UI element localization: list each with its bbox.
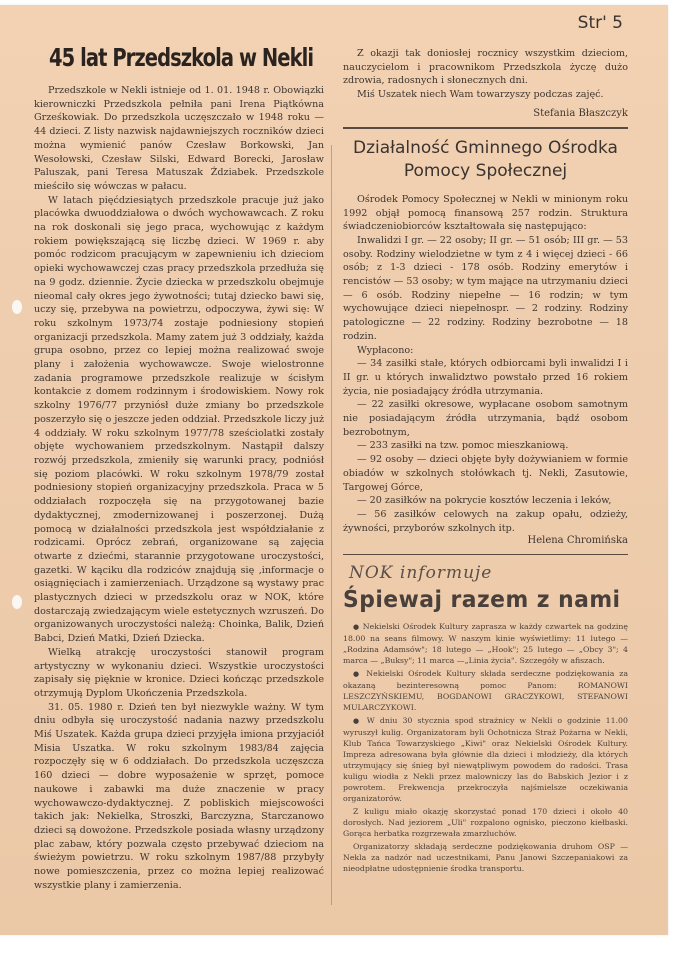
article-title [343, 137, 628, 183]
paragraph: Inwalidzi I gr. — 22 osoby; II gr. — 51 osób; III gr. — 53 osoby. Rodziny wielodzietne w tym z 4 i więcej dzieci - 66 osób; z 1-3 dzieci - 178 osób. Rodziny emerytów i rencistów — 53 osoby; w tym mające na utrzymaniu dzieci — 6 osób. Rodziny niepełne — 16 rodzin; w tym wychowujące dzieci niepełnospr. — 2 rodziny. Rodziny patologiczne — 22 rodziny. Rodziny bezrobotne — 18 rodzin. [343, 234, 628, 342]
paragraph: Ośrodek Pomocy Społecznej w Nekli w minionym roku 1992 objął pomocą finansową 257 rodzin. Struktura świadczeniobiorców kształtowała się następująco: [343, 193, 628, 233]
paragraph: ● W dniu 30 stycznia spod strażnicy w Nekli o godzinie 11.00 wyruszył kulig. Organizatoram byli Ochotnicza Straż Pożarna w Nekli, Klub Tańca Towarzyskiego „Kiwi" oraz Nekielski Ośrodek Kultury. Impreza adresowana była głównie dla dzieci i młodzieży, dla których utrzymujący się śnieg był niewątpliwym powodem do radości. Trasa kuligu wiodła z Nekli przez malowniczy las do Babskich Jezior i z powrotem. Frekwencja przekroczyła najśmielsze oczekiwania organizatorów. [343, 716, 628, 804]
punch-hole [12, 300, 22, 314]
newspaper-page [0, 5, 668, 935]
paragraph: ● Nekielski Ośrodek Kultury składa serdeczne podziękowania za okazaną bezinteresowną pomoc Panom: ROMANOWI LESZCZYŃSKIEMU, BOGDANOWI GRACZYKOWI, STEFANOWI MULARCZYKOWI. [343, 669, 628, 713]
paragraph: Wypłacono: [357, 344, 414, 356]
paragraph: 31. 05. 1980 r. Dzień ten był niezwykle ważny. W tym dniu odbyła się uroczystość nadania nazwy przedszkolu Miś Uszatek. Każda grupa dzieci przyjęła imiona przyjaciół Misia Uszatka. W roku szkolnym 1983/84 zajęcia rozpoczęły się w 6 oddziałach. Do przedszkola uczęszcza 160 dzieci — dobre wyposażenie w sprzęt, pomoce naukowe i zabawki ma duże znaczenie w pracy wychowawczo-dydaktycznej. Z pobliskich miejscowości takich jak: Nekielka, Stroszki, Barczyzna, Starczanowo dzieci są dowożone. Przedszkole posiada własny urządzony plac zabaw, który pozwala często przebywać dzieciom na świeżym powietrzu. W roku szkolnym 1987/88 przybyły nowe pomieszczenia, przez co można lepiej realizować wszystkie plany i zamierzenia. [34, 701, 324, 891]
paragraph: — 92 osoby — dzieci objęte były dożywianiem w formie obiadów w szkolnych stołówkach tj. Nekli, Zasutowie, Targowej Górce, [343, 454, 628, 493]
paragraph: Z kuligu miało okazję skorzystać ponad 170 dzieci i około 40 dorosłych. Nad jeziorem „Uli" rozpalono ognisko, pieczono kiełbaski. Gorąca herbatka rozgrzewała zmarzluchów. [343, 807, 628, 839]
column-divider [331, 145, 332, 905]
bullet-icon: ● [353, 717, 362, 726]
paragraph: — 34 zasiłki stałe, których odbiorcami byli inwalidzi I i II gr. u których inwalidztwo powstało przed 16 rokiem życia, nie posiadający źródła utrzymania. [343, 358, 628, 397]
article-body [34, 84, 324, 892]
title-line: Pomocy Społecznej [403, 160, 568, 181]
paragraph: — 22 zasiłki okresowe, wypłacane osobom samotnym nie posiadającym źródła utrzymania, bądź osobom bezrobotnym, [343, 399, 628, 438]
author-signature: Stefania Błaszczyk [533, 107, 628, 119]
section-kicker: NOK informuje [349, 563, 493, 584]
bullet-icon: ● [353, 623, 360, 632]
paragraph: W latach pięćdziesiątych przedszkole pracuje już jako placówka dwuoddziałowa o dwóch wychowawcach. Z roku na rok doskonali się jego praca, wychowując z każdym rokiem powiększającą się liczbę dzieci. W 1969 r. aby pomóc rodzicom pracującym w zapewnieniu ich dzieciom opieki wychowawczej czas pracy przedszkola przedłuża się na 9 godz. dziennie. Życie dziecka w przedszkolu obejmuje nieomal cały okres jego żywotności; tutaj dziecko bawi się, uczy się, przebywa na powietrzu, odpoczywa, żywi się: W roku szkolnym 1973/74 zostaje podniesiony stopień organizacji przedszkola. Mamy zatem już 3 oddziały, każda grupa osobno, przez co lepiej można realizować swoje plany i założenia wychowawcze. Swoje wielostronne zadania programowe przedszkole realizuje w ścisłym kontakcie z domem rodzinnym i środowiskiem. Nowy rok szkolny 1976/77 przyniósł duże zmiany bo przedszkole poszerzyło się o jeszcze jeden oddział. Przedszkole liczy już 4 oddziały. W roku szkolnym 1977/78 sześciolatki zostały objęte wychowaniem przedszkolnym. Nastąpił dalszy rozwój przedszkola, zmieniły się warunki pracy, podniósł się poziom placówki. W roku szkolnym 1978/79 został podniesiony stopień organizacyjny przedszkola. Praca w 5 oddziałach rozpoczęła się na przygotowanej bazie dydaktycznej, zmodernizowanej i poszerzonej. Dużą pomocą w działalności przedszkola jest współdziałanie z rodzicami. Oprócz zebrań, organizowane są zajęcia otwarte z dziećmi, starannie przygotowane uroczystości, gazetki. W kąciku dla rodziców znajdują się ,informacje o osiągnięciach i zamierzeniach. Urządzone są wystawy prac plastycznych dzieci w przedszkolu oraz w NOK, które dostarczają zwiedzającym wiele estetycznych wzruszeń. Do organizowanych uroczystości należą: Choinka, Balik, Dzień Babci, Dzień Matki, Dzień Dziecka. [34, 194, 324, 645]
bullet-icon: ● [353, 670, 362, 679]
article-body [343, 193, 628, 536]
article-closing [343, 47, 628, 102]
title-line: Działalność Gminnego Ośrodka [353, 137, 618, 158]
paragraph: — 20 zasiłków na pokrycie kosztów leczenia i leków, [357, 495, 612, 507]
paragraph: ● Nekielski Ośrodek Kultury zaprasza w każdy czwartek na godzinę 18.00 na seans filmowy. W naszym kinie wyświetlimy: 11 lutego — „Rodzina Adamsów"; 18 lutego — „Hook"; 25 lutego — „Obcy 3"; 4 marca — „Buksy"; 11 marca —„Linia życia". Szczegóły w afiszach. [343, 622, 629, 666]
article-kindergarten [34, 43, 324, 892]
page-number: Str' 5 [577, 13, 623, 33]
paragraph: — 56 zasiłków celowych na zakup opału, odzieży, żywności, przyborów szkolnych itp. [343, 508, 628, 534]
paragraph: Miś Uszatek niech Wam towarzyszy podczas zajęć. [357, 89, 604, 101]
paragraph: Wielką atrakcję uroczystości stanowił program artystyczny w wykonaniu dzieci. Wszystkie uroczystości zapisały się pięknie w kronice. Dzieci kończąc przedszkole otrzymują Dyplom Ukończenia Przedszkola. [34, 646, 324, 699]
paragraph: — 233 zasiłki na tzw. pomoc mieszkaniową. [357, 440, 569, 452]
article-title: Śpiewaj razem z nami [343, 587, 621, 614]
paragraph: Z okazji tak doniosłej rocznicy wszystkim dzieciom, nauczycielom i pracownikom Przedszkola życzę dużo zdrowia, radosnych i słonecznych dni. [343, 48, 628, 87]
section-divider [343, 127, 628, 129]
article-title: 45 lat Przedszkola w Nekli [49, 43, 314, 72]
author-signature: Helena Chromińska [527, 535, 628, 547]
section-divider [343, 554, 628, 555]
paragraph: Organizatorzy składają serdeczne podziękowania druhom OSP — Nekla za nadzór nad uczestnikami, Panu Janowi Szczepaniakowi za nieodpłatne udostępnienie środka transportu. [343, 842, 628, 874]
paragraph: Przedszkole w Nekli istnieje od 1. 01. 1948 r. Obowiązki kierowniczki Przedszkola pełniła pani Irena Piątkówna Grześkowiak. Do przedszkola uczęszczało w 1948 roku — 44 dzieci. Z listy nazwisk najdawniejszych roczników dzieci można wymienić panów Czesław Borkowski, Jan Wesołowski, Czesław Silski, Edward Borecki, Jarosław Paluszak, pani Teresa Matuszak Żdziabek. Przedszkole mieściło się wówczas w pałacu. [34, 85, 324, 192]
punch-hole [12, 595, 22, 609]
right-column [343, 25, 628, 876]
article-body [343, 621, 628, 874]
